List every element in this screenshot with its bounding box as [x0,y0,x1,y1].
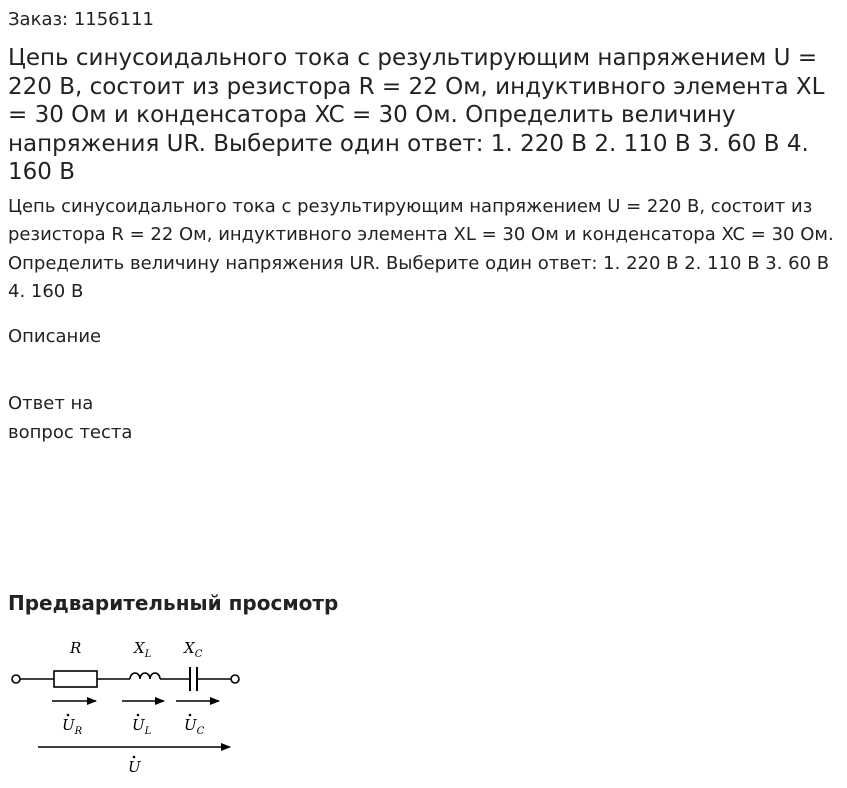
inductor-symbol [130,673,160,679]
answer-line-1: Ответ на [8,392,94,414]
label-uc: $U_C$ [184,716,205,737]
circuit-diagram [4,635,244,780]
answer-line-2: вопрос теста [8,421,133,443]
label-r: R [70,639,82,657]
resistor-symbol [54,671,97,687]
answer-text [8,389,148,447]
preview-title: Предварительный просмотр [8,591,339,615]
terminal-left [12,675,20,683]
terminal-right [231,675,239,683]
question-body: Цепь синусоидального тока с результирующим напряжением U = 220 В, состоит из резистора R = 22 Ом, индуктивного элемента XL = 30 Ом и конденсатора XC = 30 Ом. Определить величину напряжения UR. Выберите один ответ: 1. 220 В 2. 110 В 3. 60 В 4. 160 В [8,195,834,302]
label-ur: $U_R$ [62,716,83,737]
question-title: Цепь синусоидального тока с результирующим напряжением U = 220 В, состоит из резистора R = 22 Ом, индуктивного элемента XL = 30 Ом и конденсатора XC = 30 Ом. Определить величину напряжения UR. Выберите один ответ: 1. 220 В 2. 110 В 3. 60 В 4. 160 В [8,45,825,185]
label-u: U [128,758,141,776]
label-xl: $X_L$ [134,639,152,660]
order-number: Заказ: 1156111 [8,9,154,30]
label-xc: $X_C$ [184,639,203,660]
page-content [8,0,838,615]
description-label: Описание [8,325,102,347]
label-ul: $U_L$ [132,716,152,737]
